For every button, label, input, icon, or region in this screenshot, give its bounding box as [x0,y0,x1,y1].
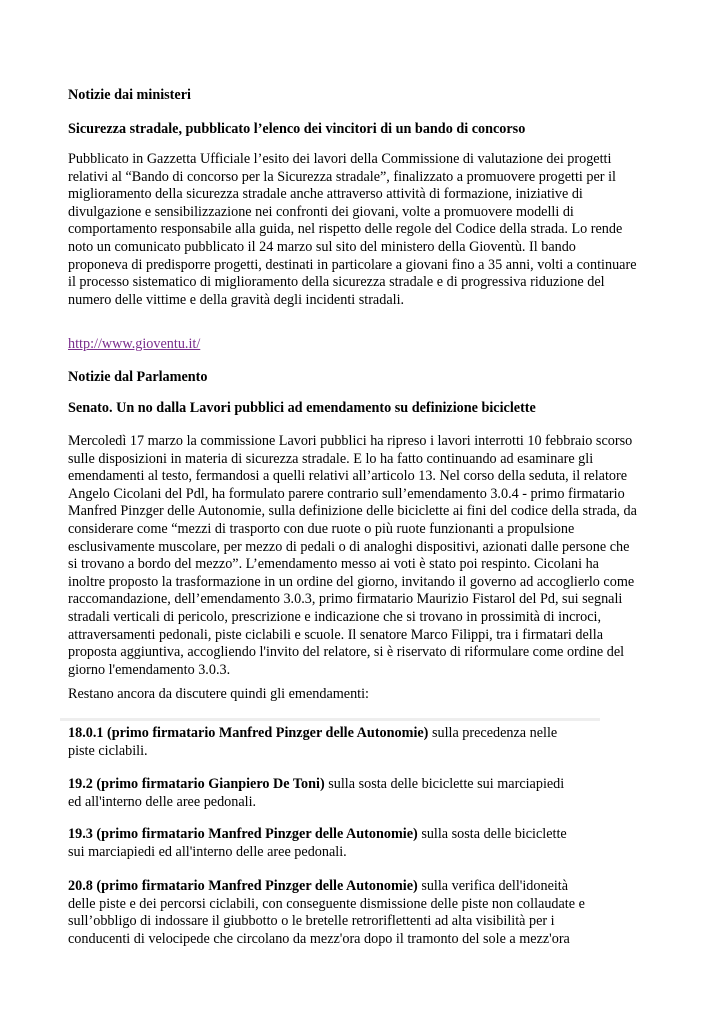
body-line: numero delle vittime e della gravità degli incidenti stradali. [68,291,405,308]
body-line: si trovano a bordo del mezzo”. L’emendamento messo ai voti è stato poi respinto. Cicolani ha [68,556,599,573]
amendment-line: sui marciapiedi ed all'interno delle aree pedonali. [68,843,347,860]
section-heading-parlamento: Notizie dal Parlamento [68,369,208,385]
body-line: stradali verticali di pericolo, prescrizione e indicazione che si trovano in prossimità di incroci, [68,608,602,625]
body-line: inoltre proposto la trasformazione in un ordine del giorno, invitando il governo ad accoglierlo come [68,573,635,590]
body-line: raccomandazione, dell’emendamento 3.0.3, primo firmatario Maurizio Fistarol del Pd, sui segnali [68,591,623,608]
amendment-text: sulla sosta delle biciclette sui marciapiedi [324,776,565,792]
body-line: noto un comunicato pubblicato il 24 marzo sul sito del ministero della Gioventù. Il bando [68,238,576,255]
body-line: sulle disposizioni in materia di sicurezza stradale. E lo ha fatto continuando ad esaminare gli [68,450,594,467]
body-line: Angelo Cicolani del Pdl, ha formulato parere contrario sull’emendamento 3.0.4 - primo firmatario [68,485,625,502]
body-line: relativi al “Bando di concorso per la Sicurezza stradale”, finalizzato a promuovere progetti per il [68,168,616,185]
amendment-line: conducenti di velocipede che circolano da mezz'ora dopo il tramonto del sole a mezz'ora [68,930,570,947]
article-body-sicurezza [68,151,668,309]
body-line: considerare come “mezzi di trasporto con due ruote o più ruote funzionanti a propulsione [68,520,575,537]
amendment-code: 19.2 (primo firmatario Gianpiero De Toni) [68,776,325,792]
body-line: divulgazione e sensibilizzazione nei confronti dei giovani, volte a promuovere modelli di [68,203,574,220]
amendment-item [68,776,608,811]
remaining-amendments-intro: Restano ancora da discutere quindi gli emendamenti: [68,686,369,702]
amendment-line: ed all'interno delle aree pedonali. [68,793,257,810]
amendment-line [68,725,608,743]
amendment-code: 20.8 (primo firmatario Manfred Pinzger delle Autonomie) [68,878,418,894]
amendment-code: 19.3 (primo firmatario Manfred Pinzger delle Autonomie) [68,826,418,842]
body-line: proponeva di predisporre progetti, destinati in particolare a giovani fino a 35 anni, volti a continuare [68,256,637,273]
body-line: Pubblicato in Gazzetta Ufficiale l’esito dei lavori della Commissione di valutazione dei progetti [68,151,612,167]
section-divider [60,718,600,721]
amendment-line [68,826,608,844]
body-line: proposta aggiuntiva, accogliendo l'invito del relatore, si è riservato di riformulare come ordine del [68,644,625,661]
gioventu-link-line [68,336,200,354]
body-line: esclusivamente muscolare, per mezzo di pedali o di analoghi dispositivi, azionati dalle persone che [68,538,630,555]
amendment-text: sulla precedenza nelle [428,725,558,741]
article-title-sicurezza: Sicurezza stradale, pubblicato l’elenco dei vincitori di un bando di concorso [68,121,526,137]
article-title-senato: Senato. Un no dalla Lavori pubblici ad emendamento su definizione biciclette [68,400,536,416]
section-heading-ministeri: Notizie dai ministeri [68,87,191,103]
body-line: attraversamenti pedonali, piste ciclabili e scuole. Il senatore Marco Filippi, tra i firmatari della [68,626,603,643]
article-body-senato [68,433,668,679]
amendment-line [68,878,608,896]
body-line: il processo sistematico di miglioramento della sicurezza stradale e di progressiva riduzione del [68,274,605,291]
amendment-item [68,878,608,948]
gioventu-link[interactable]: http://www.gioventu.it/ [68,336,201,352]
amendment-text: sulla sosta delle biciclette [417,826,567,842]
amendment-item [68,725,608,760]
body-line: comportamento responsabile alla guida, nel rispetto delle regole del Codice della strada. Lo rende [68,221,623,238]
amendment-line [68,776,608,794]
body-line: giorno l'emendamento 3.0.3. [68,661,231,678]
amendment-line: sull’obbligo di indossare il giubbotto o le bretelle retroriflettenti ad alta visibilità per i [68,913,555,930]
amendment-item [68,826,608,861]
amendment-line: piste ciclabili. [68,742,148,759]
body-line: emendamenti al testo, fermandosi a quelli relativi all’articolo 13. Nel corso della seduta, il relatore [68,468,628,485]
amendment-code: 18.0.1 (primo firmatario Manfred Pinzger delle Autonomie) [68,725,429,741]
amendment-line: delle piste e dei percorsi ciclabili, con conseguente dismissione delle piste non collaudate e [68,895,585,912]
amendment-text: sulla verifica dell'idoneità [417,878,569,894]
body-line: miglioramento della sicurezza stradale anche attraverso attività di formazione, iniziative di [68,186,583,203]
body-line: Mercoledì 17 marzo la commissione Lavori pubblici ha ripreso i lavori interrotti 10 febbraio scorso [68,433,633,449]
body-line: Manfred Pinzger delle Autonomie, sulla definizione delle biciclette ai fini del codice della strada, da [68,503,637,520]
